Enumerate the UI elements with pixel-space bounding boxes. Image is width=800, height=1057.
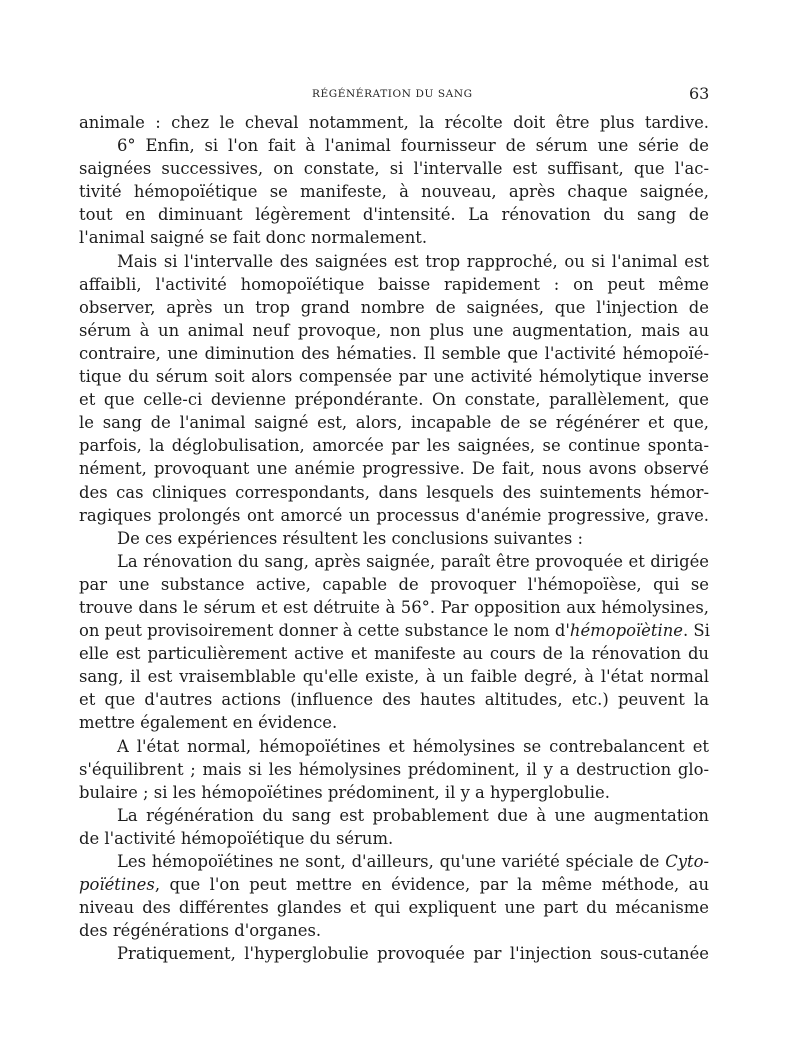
text-line: parfois, la déglobulisation, amorcée par les saignées, se continue sponta-	[79, 436, 709, 456]
text-line: La rénovation du sang, après saignée, paraît être provoquée et dirigée	[117, 551, 709, 571]
text-line: le sang de l'animal saigné est, alors, incapable de se régénérer et que,	[79, 413, 709, 433]
text-fragment: . Si	[682, 621, 710, 641]
text-line: observer, après un trop grand nombre de saignées, que l'injection de	[79, 297, 709, 317]
running-head	[0, 84, 800, 104]
text-line: nément, provoquant une anémie progressive. De fait, nous avons observé	[79, 459, 709, 479]
text-line-with-term	[79, 850, 709, 873]
text-line: Mais si l'intervalle des saignées est trop rapproché, ou si l'animal est	[117, 251, 709, 271]
text-line: sérum à un animal neuf provoque, non plus une augmentation, mais au	[79, 320, 709, 340]
text-line: De ces expériences résultent les conclusions suivantes :	[117, 528, 583, 548]
term-hemopoietine: hémopoïètine	[569, 621, 683, 641]
body-text	[79, 111, 709, 965]
text-line-with-term	[79, 873, 709, 896]
text-line: mettre également en évidence.	[79, 713, 338, 733]
text-line: tout en diminuant légèrement d'intensité. La rénovation du sang de	[79, 205, 709, 225]
text-line-with-term	[79, 619, 709, 642]
text-line: elle est particulièrement active et manifeste au cours de la rénovation du	[79, 644, 709, 664]
text-line: contraire, une diminution des hématies. Il semble que l'activité hémopoïé-	[79, 343, 709, 363]
text-line: l'animal saigné se fait donc normalement.	[79, 228, 428, 248]
text-line: par une substance active, capable de provoquer l'hémopoïèse, qui se	[79, 574, 709, 594]
text-line: niveau des différentes glandes et qui expliquent une part du mécanisme	[79, 898, 709, 918]
page-number: 63	[689, 84, 710, 103]
text-line: saignées successives, on constate, si l'intervalle est suffisant, que l'ac-	[79, 159, 709, 179]
term-cytopoietines: poïétines	[79, 875, 155, 895]
term-cyto: Cyto-	[665, 852, 709, 871]
running-title: RÉGÉNÉRATION DU SANG	[312, 88, 473, 100]
text-line: animale : chez le cheval notamment, la récolte doit être plus tardive.	[79, 113, 709, 132]
text-fragment: , que l'on peut mettre en évidence, par la même méthode, au	[154, 875, 709, 895]
text-fragment: Les hémopoïétines ne sont, d'ailleurs, qu'une variété spéciale de	[117, 852, 666, 871]
text-line: ragiques prolongés ont amorcé un processus d'anémie progressive, grave.	[79, 505, 709, 525]
text-line: affaibli, l'activité homopoïétique baisse rapidement : on peut même	[79, 274, 709, 294]
text-line: des régénérations d'organes.	[79, 921, 322, 941]
text-line: bulaire ; si les hémopoïétines prédominent, il y a hyperglobulie.	[79, 782, 610, 802]
text-line: A l'état normal, hémopoïétines et hémolysines se contrebalancent et	[117, 736, 709, 756]
text-line: et que d'autres actions (influence des hautes altitudes, etc.) peuvent la	[79, 690, 709, 710]
text-line: des cas cliniques correspondants, dans lesquels des suintements hémor-	[79, 482, 709, 502]
text-fragment: on peut provisoirement donner à cette substance le nom d'	[79, 621, 570, 641]
text-line: tique du sérum soit alors compensée par une activité hémolytique inverse	[79, 367, 709, 387]
text-line: de l'activité hémopoïétique du sérum.	[79, 828, 394, 848]
text-line: trouve dans le sérum et est détruite à 56°. Par opposition aux hémolysines,	[79, 597, 709, 617]
text-line: Pratiquement, l'hyperglobulie provoquée par l'injection sous-cutanée	[117, 944, 709, 964]
text-line: sang, il est vraisemblable qu'elle existe, à un faible degré, à l'état normal	[79, 667, 709, 687]
text-line: tivité hémopoïétique se manifeste, à nouveau, après chaque saignée,	[79, 182, 709, 202]
text-line: et que celle-ci devienne prépondérante. On constate, parallèlement, que	[79, 390, 709, 410]
text-line: La régénération du sang est probablement due à une augmentation	[117, 805, 709, 825]
text-line: s'équilibrent ; mais si les hémolysines prédominent, il y a destruction glo-	[79, 759, 709, 779]
text-line: 6° Enfin, si l'on fait à l'animal fournisseur de sérum une série de	[117, 136, 709, 156]
